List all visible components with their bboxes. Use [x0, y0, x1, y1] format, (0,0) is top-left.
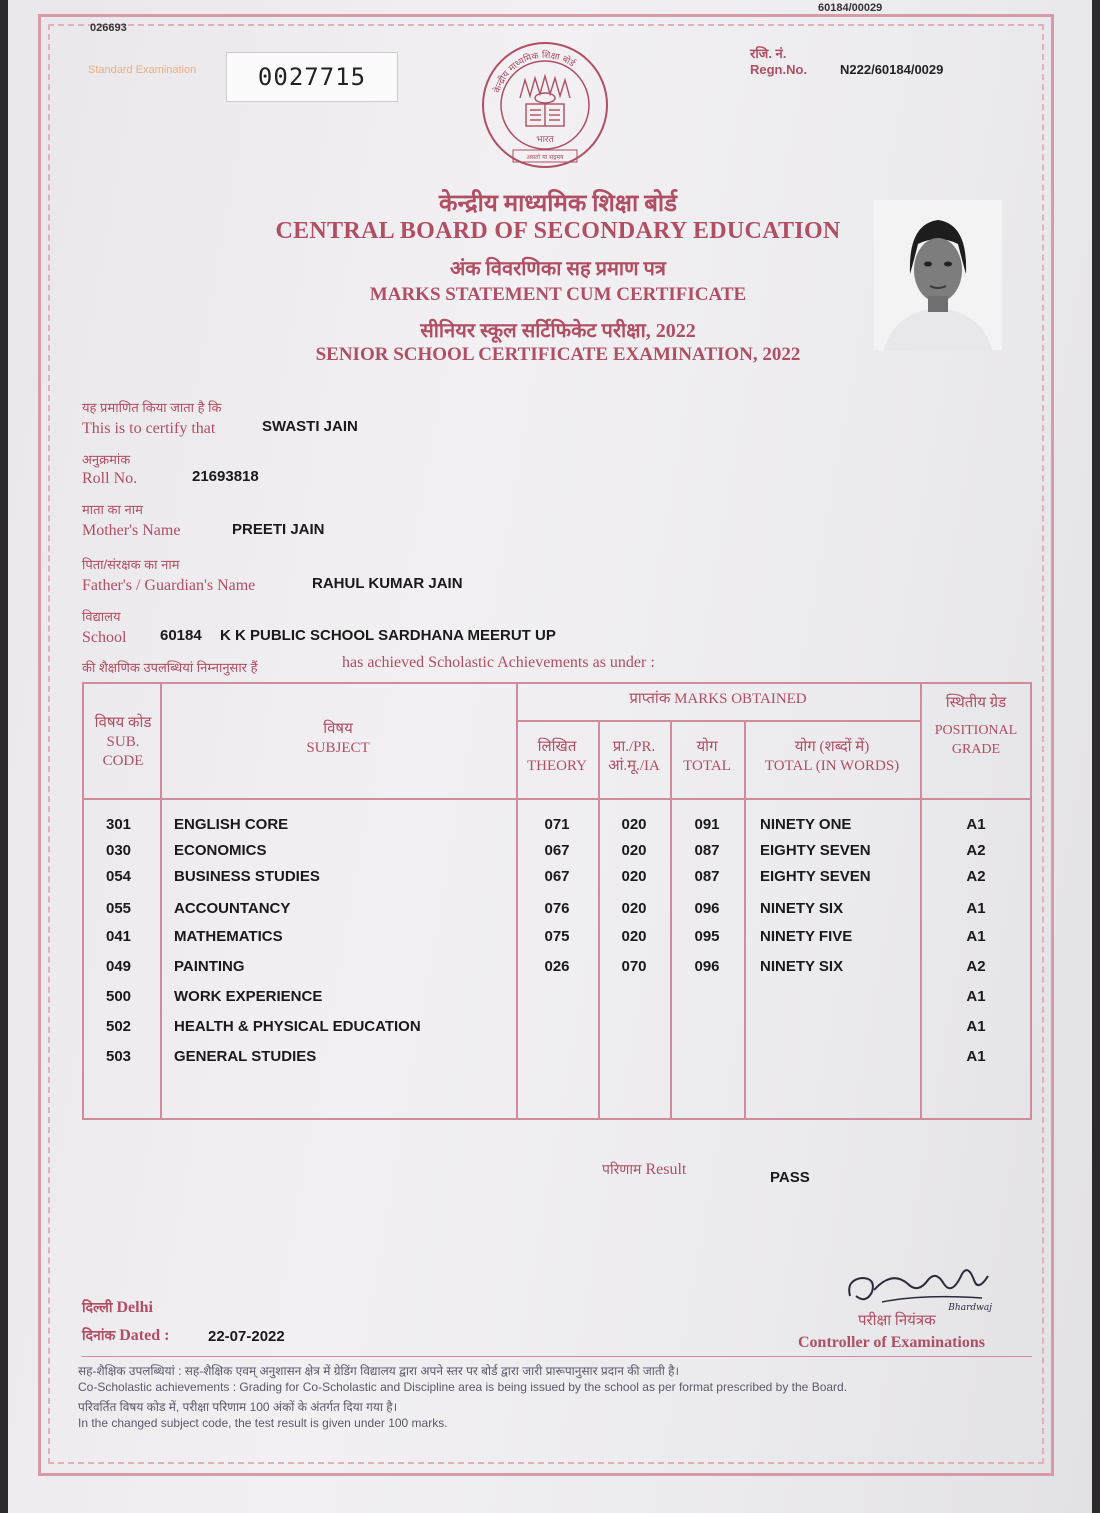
cell-theory: 026: [544, 958, 570, 975]
cell-subject: MATHEMATICS: [174, 928, 283, 945]
school-label-hi: विद्यालय: [82, 609, 121, 624]
cell-total: 087: [694, 868, 720, 885]
result-value: PASS: [770, 1169, 810, 1186]
cell-grade: A1: [966, 1048, 986, 1065]
cell-subject: GENERAL STUDIES: [174, 1048, 317, 1065]
father-label-en: Father's / Guardian's Name: [82, 577, 256, 594]
cell-code: 503: [106, 1048, 132, 1065]
col-code-header: विषय कोड SUB. CODE: [94, 715, 152, 769]
cell-subject: BUSINESS STUDIES: [174, 868, 320, 885]
board-title-hi: केन्द्रीय माध्यमिक शिक्षा बोर्ड: [439, 191, 677, 217]
regn-label-hi: रजि. नं.: [750, 46, 787, 61]
exam-title-en: SENIOR SCHOOL CERTIFICATE EXAMINATION, 2022: [315, 344, 801, 365]
col-words-header: योग (शब्दों में) TOTAL (IN WORDS): [764, 739, 900, 774]
marks-header-divider: [516, 720, 920, 722]
student-photo: [874, 200, 1002, 350]
cert-title-hi: अंक विवरणिका सह प्रमाण पत्र: [450, 258, 666, 280]
cell-grade: A1: [966, 928, 986, 945]
footnote-hi-2: परिवर्तित विषय कोड में, परीक्षा परिणाम 100 अंकों के अंतर्गत दिया गया है।: [78, 1400, 398, 1414]
col-subject-header: विषय SUBJECT: [306, 721, 370, 756]
cell-ia: 020: [621, 816, 647, 833]
school-code: 60184: [160, 627, 202, 644]
footer-divider: [82, 1356, 1032, 1357]
cell-subject: ENGLISH CORE: [174, 816, 289, 833]
seal-motto: असतो मा सद्गमय: [526, 154, 564, 161]
regn-value: N222/60184/0029: [840, 62, 944, 77]
col-theory-header: लिखित THEORY: [527, 739, 587, 774]
col-divider: [670, 720, 672, 1118]
cell-theory: 076: [544, 900, 570, 917]
cert-title-en: MARKS STATEMENT CUM CERTIFICATE: [369, 284, 747, 305]
cell-code: 049: [106, 958, 132, 975]
place-label: दिल्ली Delhi: [82, 1299, 153, 1316]
roll-number: 21693818: [192, 468, 259, 485]
cell-ia: 020: [621, 900, 647, 917]
cell-code: 030: [106, 842, 132, 859]
cell-words: NINETY ONE: [760, 816, 852, 833]
cell-total: 095: [694, 928, 720, 945]
father-label-hi: पिता/संरक्षक का नाम: [82, 557, 180, 572]
result-label: परिणाम Result: [602, 1161, 687, 1178]
signature-image: [842, 1256, 992, 1312]
serial-number: 0027715: [226, 52, 398, 102]
cell-ia: 020: [621, 928, 647, 945]
header-row-divider: [84, 798, 1030, 800]
cell-grade: A2: [966, 842, 986, 859]
seal-text-bottom: भारत: [536, 135, 554, 145]
certificate-sheet: [8, 0, 1092, 1513]
marks-obtained-header: प्राप्तांक MARKS OBTAINED: [629, 691, 807, 707]
footnote-en-2: In the changed subject code, the test result is given under 100 marks.: [78, 1416, 448, 1430]
top-right-number: 60184/00029: [818, 2, 883, 14]
father-name: RAHUL KUMAR JAIN: [312, 575, 463, 592]
cell-subject: WORK EXPERIENCE: [174, 988, 323, 1005]
cell-words: EIGHTY SEVEN: [760, 868, 871, 885]
cell-words: EIGHTY SEVEN: [760, 842, 871, 859]
cell-total: 087: [694, 842, 720, 859]
cell-subject: ACCOUNTANCY: [174, 900, 291, 917]
exam-title-hi: सीनियर स्कूल सर्टिफिकेट परीक्षा, 2022: [420, 320, 696, 342]
cell-ia: 020: [621, 868, 647, 885]
col-grade-header: स्थितीय ग्रेड POSITIONAL GRADE: [934, 695, 1018, 757]
col-divider: [598, 720, 600, 1118]
svg-text:केन्द्रीय माध्यमिक शिक्षा बोर्: [491, 49, 578, 94]
cell-words: NINETY SIX: [760, 900, 844, 917]
cell-code: 301: [106, 816, 132, 833]
certify-label-en: This is to certify that: [82, 420, 216, 437]
school-label-en: School: [82, 629, 127, 646]
col-ia-header: प्रा./PR. आं.मू./IA: [608, 739, 660, 774]
cell-grade: A1: [966, 816, 986, 833]
cell-code: 041: [106, 928, 132, 945]
cell-ia: 020: [621, 842, 647, 859]
footnote-en-1: Co-Scholastic achievements : Grading for Co-Scholastic and Discipline area is being issued by the school as per format prescribed by the Board.: [78, 1380, 848, 1394]
cell-total: 091: [694, 816, 720, 833]
cell-words: NINETY SIX: [760, 958, 844, 975]
cell-grade: A1: [966, 988, 986, 1005]
signature-text: Bhardwaj: [948, 1303, 992, 1312]
cell-theory: 067: [544, 842, 570, 859]
achieved-label-en: has achieved Scholastic Achievements as under :: [342, 654, 655, 671]
cell-code: 054: [106, 868, 132, 885]
board-title-en: CENTRAL BOARD OF SECONDARY EDUCATION: [275, 218, 841, 244]
cell-code: 055: [106, 900, 132, 917]
cell-grade: A1: [966, 900, 986, 917]
regn-label: [750, 46, 807, 78]
cell-subject: PAINTING: [174, 958, 245, 975]
student-name: SWASTI JAIN: [262, 418, 358, 435]
cell-total: 096: [694, 900, 720, 917]
school-name: K K PUBLIC SCHOOL SARDHANA MEERUT UP: [220, 627, 556, 644]
marks-table: [82, 682, 1032, 1120]
cell-grade: A2: [966, 868, 986, 885]
top-left-number: 026693: [90, 22, 127, 34]
orange-tag: Standard Examination: [88, 64, 197, 76]
cell-grade: A1: [966, 1018, 986, 1035]
achieved-label-hi: की शैक्षणिक उपलब्धियां निम्नानुसार हैं: [82, 660, 258, 675]
mother-label-hi: माता का नाम: [82, 502, 143, 517]
cell-theory: 071: [544, 816, 570, 833]
col-total-header: योग TOTAL: [683, 739, 731, 774]
dated-label: दिनांक Dated :: [82, 1327, 170, 1344]
roll-label-en: Roll No.: [82, 470, 138, 487]
controller-label-hi: परीक्षा नियंत्रक: [858, 1313, 936, 1329]
seal-text-top: केन्द्रीय माध्यमिक शिक्षा बोर्ड: [492, 50, 577, 95]
cell-subject: ECONOMICS: [174, 842, 267, 859]
cbse-seal-icon: [480, 40, 610, 170]
cell-theory: 067: [544, 868, 570, 885]
mother-name: PREETI JAIN: [232, 521, 325, 538]
regn-label-en: Regn.No.: [750, 62, 808, 77]
cell-subject: HEALTH & PHYSICAL EDUCATION: [174, 1018, 421, 1035]
issue-date: 22-07-2022: [208, 1328, 285, 1345]
footnote-hi-1: सह-शैक्षिक उपलब्धियां : सह-शैक्षिक एवम् अनुशासन क्षेत्र में ग्रेडिंग विद्यालय द्वारा अपने स्तर पर बोर्ड द्वारा जारी प्रारूपानुसार प्रदान की जाती है।: [78, 1364, 680, 1378]
cell-theory: 075: [544, 928, 570, 945]
certify-label-hi: यह प्रमाणित किया जाता है कि: [82, 400, 222, 415]
roll-label-hi: अनुक्रमांक: [82, 452, 131, 467]
mother-label-en: Mother's Name: [82, 522, 181, 539]
cell-code: 502: [106, 1018, 132, 1035]
cell-grade: A2: [966, 958, 986, 975]
cell-words: NINETY FIVE: [760, 928, 853, 945]
cell-ia: 070: [621, 958, 647, 975]
cell-code: 500: [106, 988, 132, 1005]
cell-total: 096: [694, 958, 720, 975]
col-divider: [744, 720, 746, 1118]
controller-label-en: Controller of Examinations: [798, 1334, 985, 1351]
